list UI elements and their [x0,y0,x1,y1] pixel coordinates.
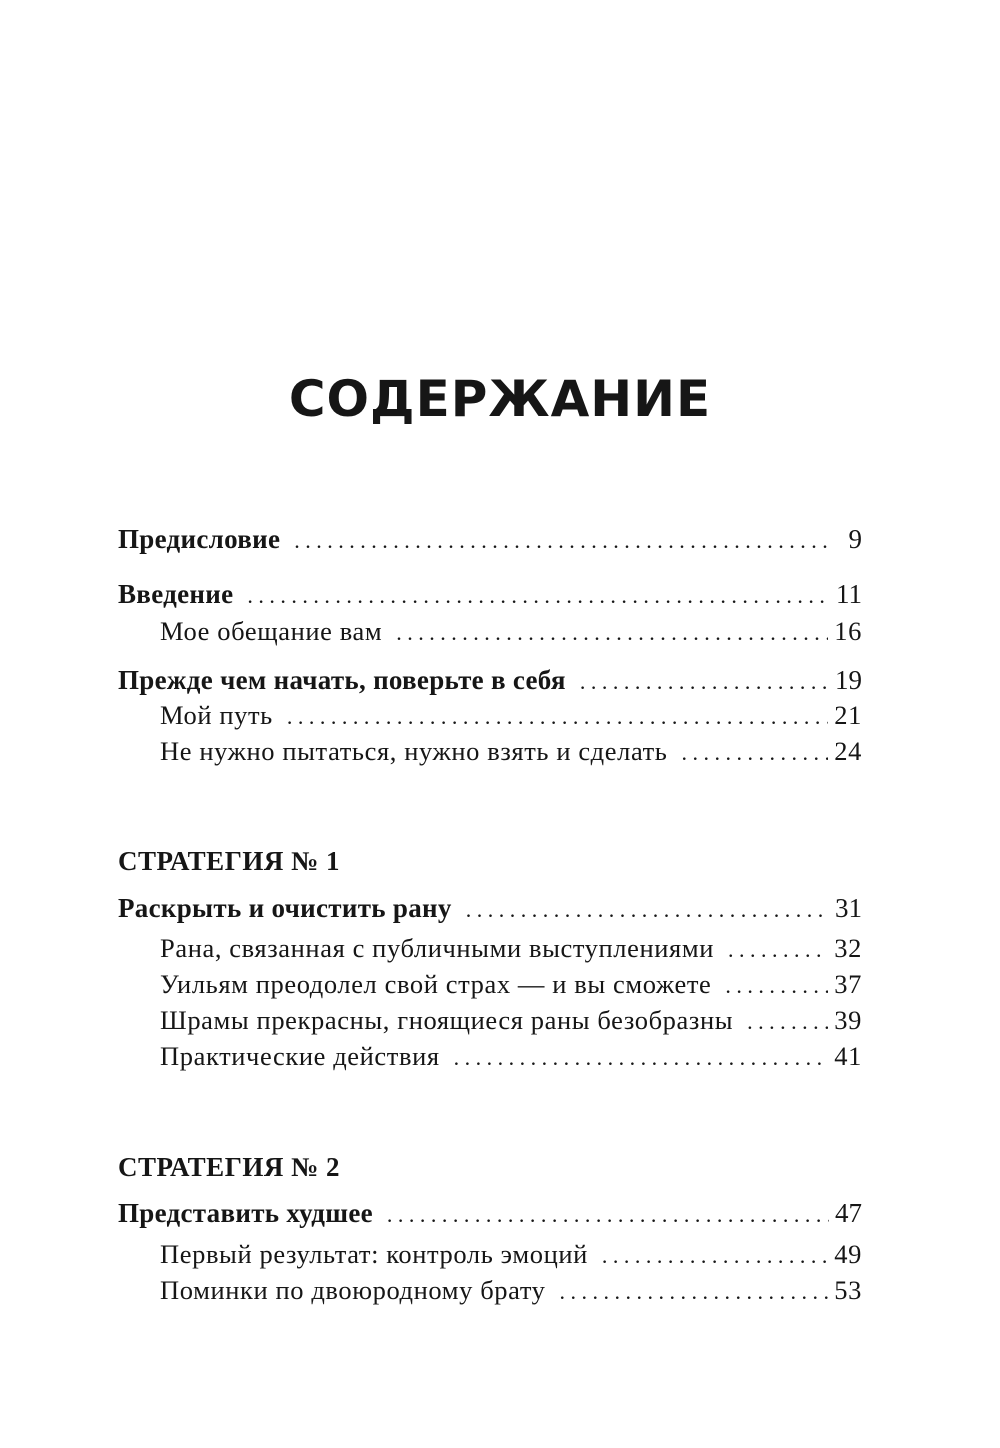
dot-leader [287,699,828,735]
toc-page-number: 37 [834,969,862,999]
toc-entry-strategy-2[interactable] [118,1195,862,1233]
toc-page-number: 39 [834,1005,862,1035]
dot-leader [396,615,828,651]
toc-subentry[interactable] [160,733,862,771]
toc-entry-introduction[interactable] [118,576,862,614]
toc-page-number: 11 [836,579,862,609]
toc-subentry[interactable] [160,1038,862,1076]
toc-subentry[interactable] [160,1236,862,1274]
toc-page-number: 31 [835,893,862,923]
toc-page-number: 21 [834,700,862,730]
toc-page-number: 47 [835,1198,862,1228]
toc-entry-label: Поминки по двоюродному брату [160,1275,546,1305]
toc-subentry[interactable] [160,930,862,968]
toc-page-number: 32 [834,933,862,963]
section-heading: СТРАТЕГИЯ № 2 [118,1152,340,1182]
toc-subentry[interactable] [160,613,862,651]
toc-page-number: 16 [834,616,862,646]
dot-leader [466,892,829,928]
toc-entry-label: Раскрыть и очистить рану [118,893,452,923]
page-title: СОДЕРЖАНИЕ [288,369,712,428]
toc-page-number: 53 [834,1275,862,1305]
dot-leader [247,578,830,614]
dot-leader [387,1197,829,1233]
dot-leader [682,735,829,771]
toc-entry-label: Представить худшее [118,1198,373,1228]
toc-page-number: 49 [834,1239,862,1269]
toc-subentry[interactable] [160,1272,862,1310]
toc-subentry[interactable] [160,966,862,1004]
toc-entry-label: Не нужно пытаться, нужно взять и сделать [160,736,668,766]
toc-entry-label: Первый результат: контроль эмоций [160,1239,588,1269]
dot-leader [602,1238,828,1274]
toc-entry-strategy-1[interactable] [118,890,862,928]
strategy-2-heading [118,1149,862,1185]
dot-leader [580,664,829,700]
toc-entry-label: Мой путь [160,700,273,730]
toc-page-number: 9 [848,524,862,554]
dot-leader [560,1274,829,1310]
toc-entry-label: Практические действия [160,1041,440,1071]
dot-leader [728,932,828,968]
toc-entry-label: Уильям преодолел свой страх — и вы сможете [160,969,712,999]
toc-entry-label: Шрамы прекрасны, гноящиеся раны безобразны [160,1005,734,1035]
toc-page-number: 41 [834,1041,862,1071]
dot-leader [294,523,834,559]
toc-page-number: 19 [835,665,862,695]
toc-entry-preface[interactable] [118,521,862,559]
toc-entry-label: Введение [118,579,234,609]
toc-entry-label: Рана, связанная с публичными выступлениями [160,933,714,963]
toc-entry-label: Прежде чем начать, поверьте в себя [118,665,566,695]
strategy-1-heading [118,843,862,879]
toc-entry-label: Мое обещание вам [160,616,383,646]
dot-leader [454,1040,829,1076]
toc-subentry[interactable] [160,1002,862,1040]
dot-leader [747,1004,828,1040]
dot-leader [725,968,828,1004]
section-heading: СТРАТЕГИЯ № 1 [118,846,340,876]
toc-entry-before-start[interactable] [118,662,862,700]
toc-subentry[interactable] [160,697,862,735]
toc-page-number: 24 [834,736,862,766]
toc-entry-label: Предисловие [118,524,281,554]
